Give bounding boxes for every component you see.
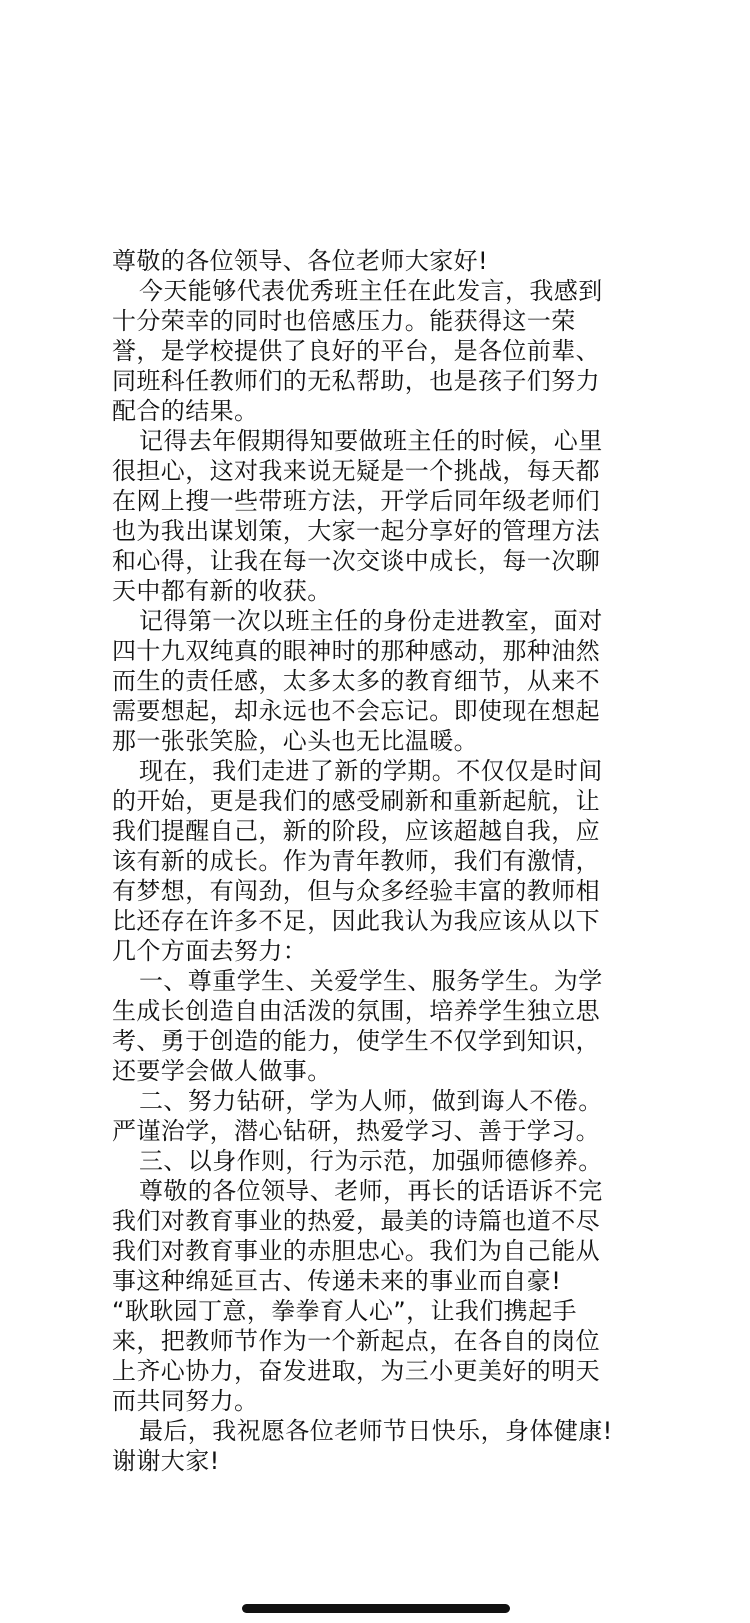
text-line: 二、努力钻研，学为人师，做到诲人不倦。 [139, 1087, 603, 1115]
text-line: 记得第一次以班主任的身份走进教室，面对 [139, 607, 603, 635]
text-line: 有梦想，有闯劲，但与众多经验丰富的教师相 [112, 877, 600, 905]
text-line: 该有新的成长。作为青年教师，我们有激情， [112, 847, 600, 875]
text-line: 四十九双纯真的眼神时的那种感动，那种油然 [112, 637, 600, 665]
text-line: 严谨治学，潜心钻研，热爱学习、善于学习。 [112, 1117, 600, 1145]
text-line: 誉，是学校提供了良好的平台，是各位前辈、 [112, 337, 600, 365]
text-line: 来，把教师节作为一个新起点，在各自的岗位 [112, 1327, 600, 1355]
text-line: 一、尊重学生、关爱学生、服务学生。为学 [139, 967, 603, 995]
text-line: “耿耿园丁意，拳拳育人心”，让我们携起手 [112, 1297, 577, 1325]
text-line: 几个方面去努力： [112, 937, 308, 965]
text-line: 配合的结果。 [112, 397, 259, 425]
text-line: 我们提醒自己，新的阶段，应该超越自我，应 [112, 817, 600, 845]
text-line: 尊敬的各位领导、老师，再长的话语诉不完 [139, 1177, 603, 1205]
text-line: 考、勇于创造的能力，使学生不仅学到知识， [112, 1027, 600, 1055]
text-line: 还要学会做人做事。 [112, 1057, 332, 1085]
text-line: 十分荣幸的同时也倍感压力。能获得这一荣 [112, 307, 576, 335]
text-line: 天中都有新的收获。 [112, 577, 332, 605]
text-line: 今天能够代表优秀班主任在此发言，我感到 [139, 277, 603, 305]
text-line: 记得去年假期得知要做班主任的时候，心里 [139, 427, 603, 455]
closing-line: 最后，我祝愿各位老师节日快乐，身体健康! [139, 1417, 613, 1445]
text-line: 而共同努力。 [112, 1387, 259, 1415]
text-line: 和心得，让我在每一次交谈中成长，每一次聊 [112, 547, 600, 575]
text-line: 我们对教育事业的赤胆忠心。我们为自己能从 [112, 1237, 600, 1265]
text-line: 我们对教育事业的热爱，最美的诗篇也道不尽 [112, 1207, 600, 1235]
text-line: 而生的责任感，太多太多的教育细节，从来不 [112, 667, 600, 695]
text-line: 同班科任教师们的无私帮助，也是孩子们努力 [112, 367, 600, 395]
greeting-line: 尊敬的各位领导、各位老师大家好! [112, 247, 489, 275]
text-line: 也为我出谋划策，大家一起分享好的管理方法 [112, 517, 600, 545]
text-line: 上齐心协力，奋发进取，为三小更美好的明天 [112, 1357, 600, 1385]
text-line: 需要想起，却永远也不会忘记。即使现在想起 [112, 697, 600, 725]
text-line: 现在，我们走进了新的学期。不仅仅是时间 [139, 757, 603, 785]
home-indicator[interactable] [242, 1604, 510, 1613]
text-line: 很担心，这对我来说无疑是一个挑战，每天都 [112, 457, 600, 485]
text-line: 的开始，更是我们的感受刷新和重新起航，让 [112, 787, 600, 815]
text-line: 生成长创造自由活泼的氛围，培养学生独立思 [112, 997, 600, 1025]
text-line: 那一张张笑脸，心头也无比温暖。 [112, 727, 478, 755]
thanks-line: 谢谢大家! [112, 1447, 220, 1475]
text-line: 在网上搜一些带班方法，开学后同年级老师们 [112, 487, 600, 515]
text-line: 比还存在许多不足，因此我认为我应该从以下 [112, 907, 600, 935]
text-line: 三、以身作则，行为示范，加强师德修养。 [139, 1147, 603, 1175]
speech-document [112, 246, 640, 1476]
text-line: 事这种绵延亘古、传递未来的事业而自豪! [112, 1267, 562, 1295]
